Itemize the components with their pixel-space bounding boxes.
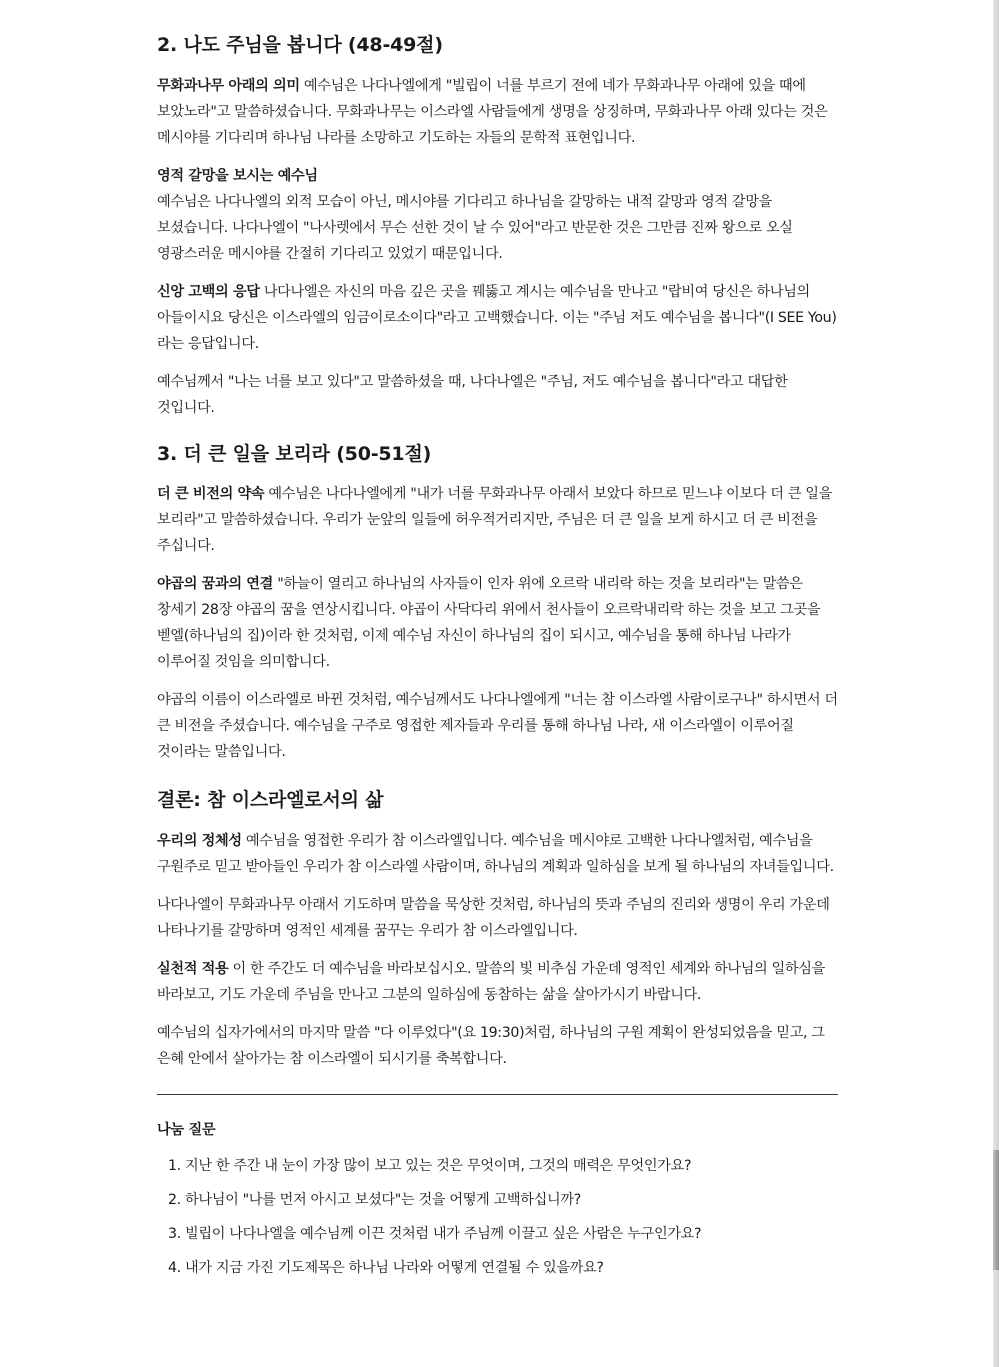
paragraph-lead: 무화과나무 아래의 의미: [157, 77, 300, 94]
section-2-paragraph-3: [157, 279, 838, 357]
conclusion-paragraph-4: 예수님의 십자가에서의 마지막 말씀 "다 이루었다"(요 19:30)처럼, 하나님의 구원 계획이 완성되었음을 믿고, 그 은혜 안에서 살아가는 참 이스라엘이 되시기를 축복합니다.: [157, 1024, 825, 1067]
paragraph-text: 나다나엘은 자신의 마음 깊은 곳을 꿰뚫고 계시는 예수님을 만나고 "랍비여 당신은 하나님의 아들이시요 당신은 이스라엘의 임금이로소이다"라고 고백했습니다. 이는 "주님 저도 예수님을 봅니다"(I SEE You)라는 응답입니다.: [157, 283, 837, 352]
paragraph-lead: 우리의 정체성: [157, 832, 242, 849]
sharing-questions-title: 나눔 질문: [157, 1121, 216, 1138]
paragraph-subheading: 영적 갈망을 보시는 예수님: [157, 167, 318, 184]
section-3-paragraph-1: [157, 481, 838, 559]
paragraph-text: 예수님을 영접한 우리가 참 이스라엘입니다. 예수님을 메시야로 고백한 나다나엘처럼, 예수님을 구원주로 믿고 받아들인 우리가 참 이스라엘 사람이며, 하나님의 계획과 일하심을 보게 될 하나님의 자녀들입니다.: [157, 832, 834, 875]
section-2: [157, 32, 838, 421]
paragraph-lead: 야곱의 꿈과의 연결: [157, 576, 274, 593]
paragraph-text: "하늘이 열리고 하나님의 사자들이 인자 위에 오르락 내리락 하는 것을 보리라"는 말씀은 창세기 28장 야곱의 꿈을 연상시킵니다. 야곱이 사닥다리 위에서 천사들이 오르락내리락 하는 것을 보고 그곳을 벧엘(하나님의 집)이라 한 것처럼, 이제 예수님 자신이 하나님의 집이 되시고, 예수님을 통해 하나님 나라가 이루어질 것임을 의미합니다.: [157, 576, 821, 671]
section-3-title: 3. 더 큰 일을 보리라 (50-51절): [157, 442, 432, 465]
section-divider: [157, 1094, 838, 1095]
section-2-paragraph-4: 예수님께서 "나는 너를 보고 있다"고 말씀하셨을 때, 나다나엘은 "주님, 저도 예수님을 봅니다"라고 대답한 것입니다.: [157, 373, 788, 416]
paragraph-text: 예수님은 나다나엘에게 "빌립이 너를 부르기 전에 네가 무화과나무 아래에 있을 때에 보았노라"고 말씀하셨습니다. 무화과나무는 이스라엘 사람들에게 생명을 상징하며, 무화과나무 아래 있다는 것은 메시야를 기다리며 하나님 나라를 소망하고 기도하는 자들의 문학적 표현입니다.: [157, 77, 828, 146]
conclusion-paragraph-2: 나다나엘이 무화과나무 아래서 기도하며 말씀을 묵상한 것처럼, 하나님의 뜻과 주님의 진리와 생명이 우리 가운데 나타나기를 갈망하며 영적인 세계를 꿈꾸는 우리가 참 이스라엘입니다.: [157, 896, 830, 939]
section-3-paragraph-3: 야곱의 이름이 이스라엘로 바뀐 것처럼, 예수님께서도 나다나엘에게 "너는 참 이스라엘 사람이로구나" 하시면서 더 큰 비전을 주셨습니다. 예수님을 구주로 영접한 제자들과 우리를 통해 하나님 나라, 새 이스라엘이 이루어질 것이라는 말씀입니다.: [157, 692, 838, 761]
conclusion-paragraph-3: [157, 956, 838, 1008]
page-edge-shadow: [993, 1150, 999, 1270]
question-item: 2. 하나님이 "나를 먼저 아시고 보셨다"는 것을 어떻게 고백하십니까?: [185, 1189, 838, 1211]
paragraph-text: 이 한 주간도 더 예수님을 바라보십시오. 말씀의 빛 비추심 가운데 영적인 세계와 하나님의 일하심을 바라보고, 기도 가운데 주님을 만나고 그분의 일하심에 동참하는 삶을 살아가시기 바랍니다.: [157, 960, 825, 1003]
paragraph-text: 예수님은 나다나엘의 외적 모습이 아닌, 메시야를 기다리고 하나님을 갈망하는 내적 갈망과 영적 갈망을 보셨습니다. 나다나엘이 "나사렛에서 무슨 선한 것이 날 수 있어"라고 반문한 것은 그만큼 진짜 왕으로 오실 영광스러운 메시야를 간절히 기다리고 있었기 때문입니다.: [157, 193, 793, 262]
document-body: [157, 30, 838, 1291]
question-item: 4. 내가 지금 가진 기도제목은 하나님 나라와 어떻게 연결될 수 있을까요?: [185, 1257, 838, 1279]
question-item: 1. 지난 한 주간 내 눈이 가장 많이 보고 있는 것은 무엇이며, 그것의 매력은 무엇인가요?: [185, 1155, 838, 1177]
conclusion-section: [157, 787, 838, 1072]
section-2-paragraph-1: [157, 73, 838, 151]
paragraph-lead: 실천적 적용: [157, 960, 229, 977]
paragraph-lead: 신앙 고백의 응답: [157, 283, 260, 300]
question-item: 3. 빌립이 나다나엘을 예수님께 이끈 것처럼 내가 주님께 이끌고 싶은 사람은 누구인가요?: [185, 1223, 838, 1245]
paragraph-lead: 더 큰 비전의 약속: [157, 486, 265, 503]
section-3: [157, 441, 838, 766]
paragraph-text: 예수님은 나다나엘에게 "내가 너를 무화과나무 아래서 보았다 하므로 믿느냐 이보다 더 큰 일을 보리라"고 말씀하셨습니다. 우리가 눈앞의 일들에 허우적거리지만, 주님은 더 큰 일을 보게 하시고 더 큰 비전을 주십니다.: [157, 486, 833, 555]
sharing-questions-list: [157, 1155, 838, 1279]
section-2-paragraph-2: [157, 163, 838, 267]
conclusion-paragraph-1: [157, 828, 838, 880]
sharing-questions-section: [157, 1119, 838, 1279]
conclusion-title: 결론: 참 이스라엘로서의 삶: [157, 789, 384, 812]
section-3-paragraph-2: [157, 571, 838, 675]
section-2-title: 2. 나도 주님을 봅니다 (48-49절): [157, 34, 443, 56]
